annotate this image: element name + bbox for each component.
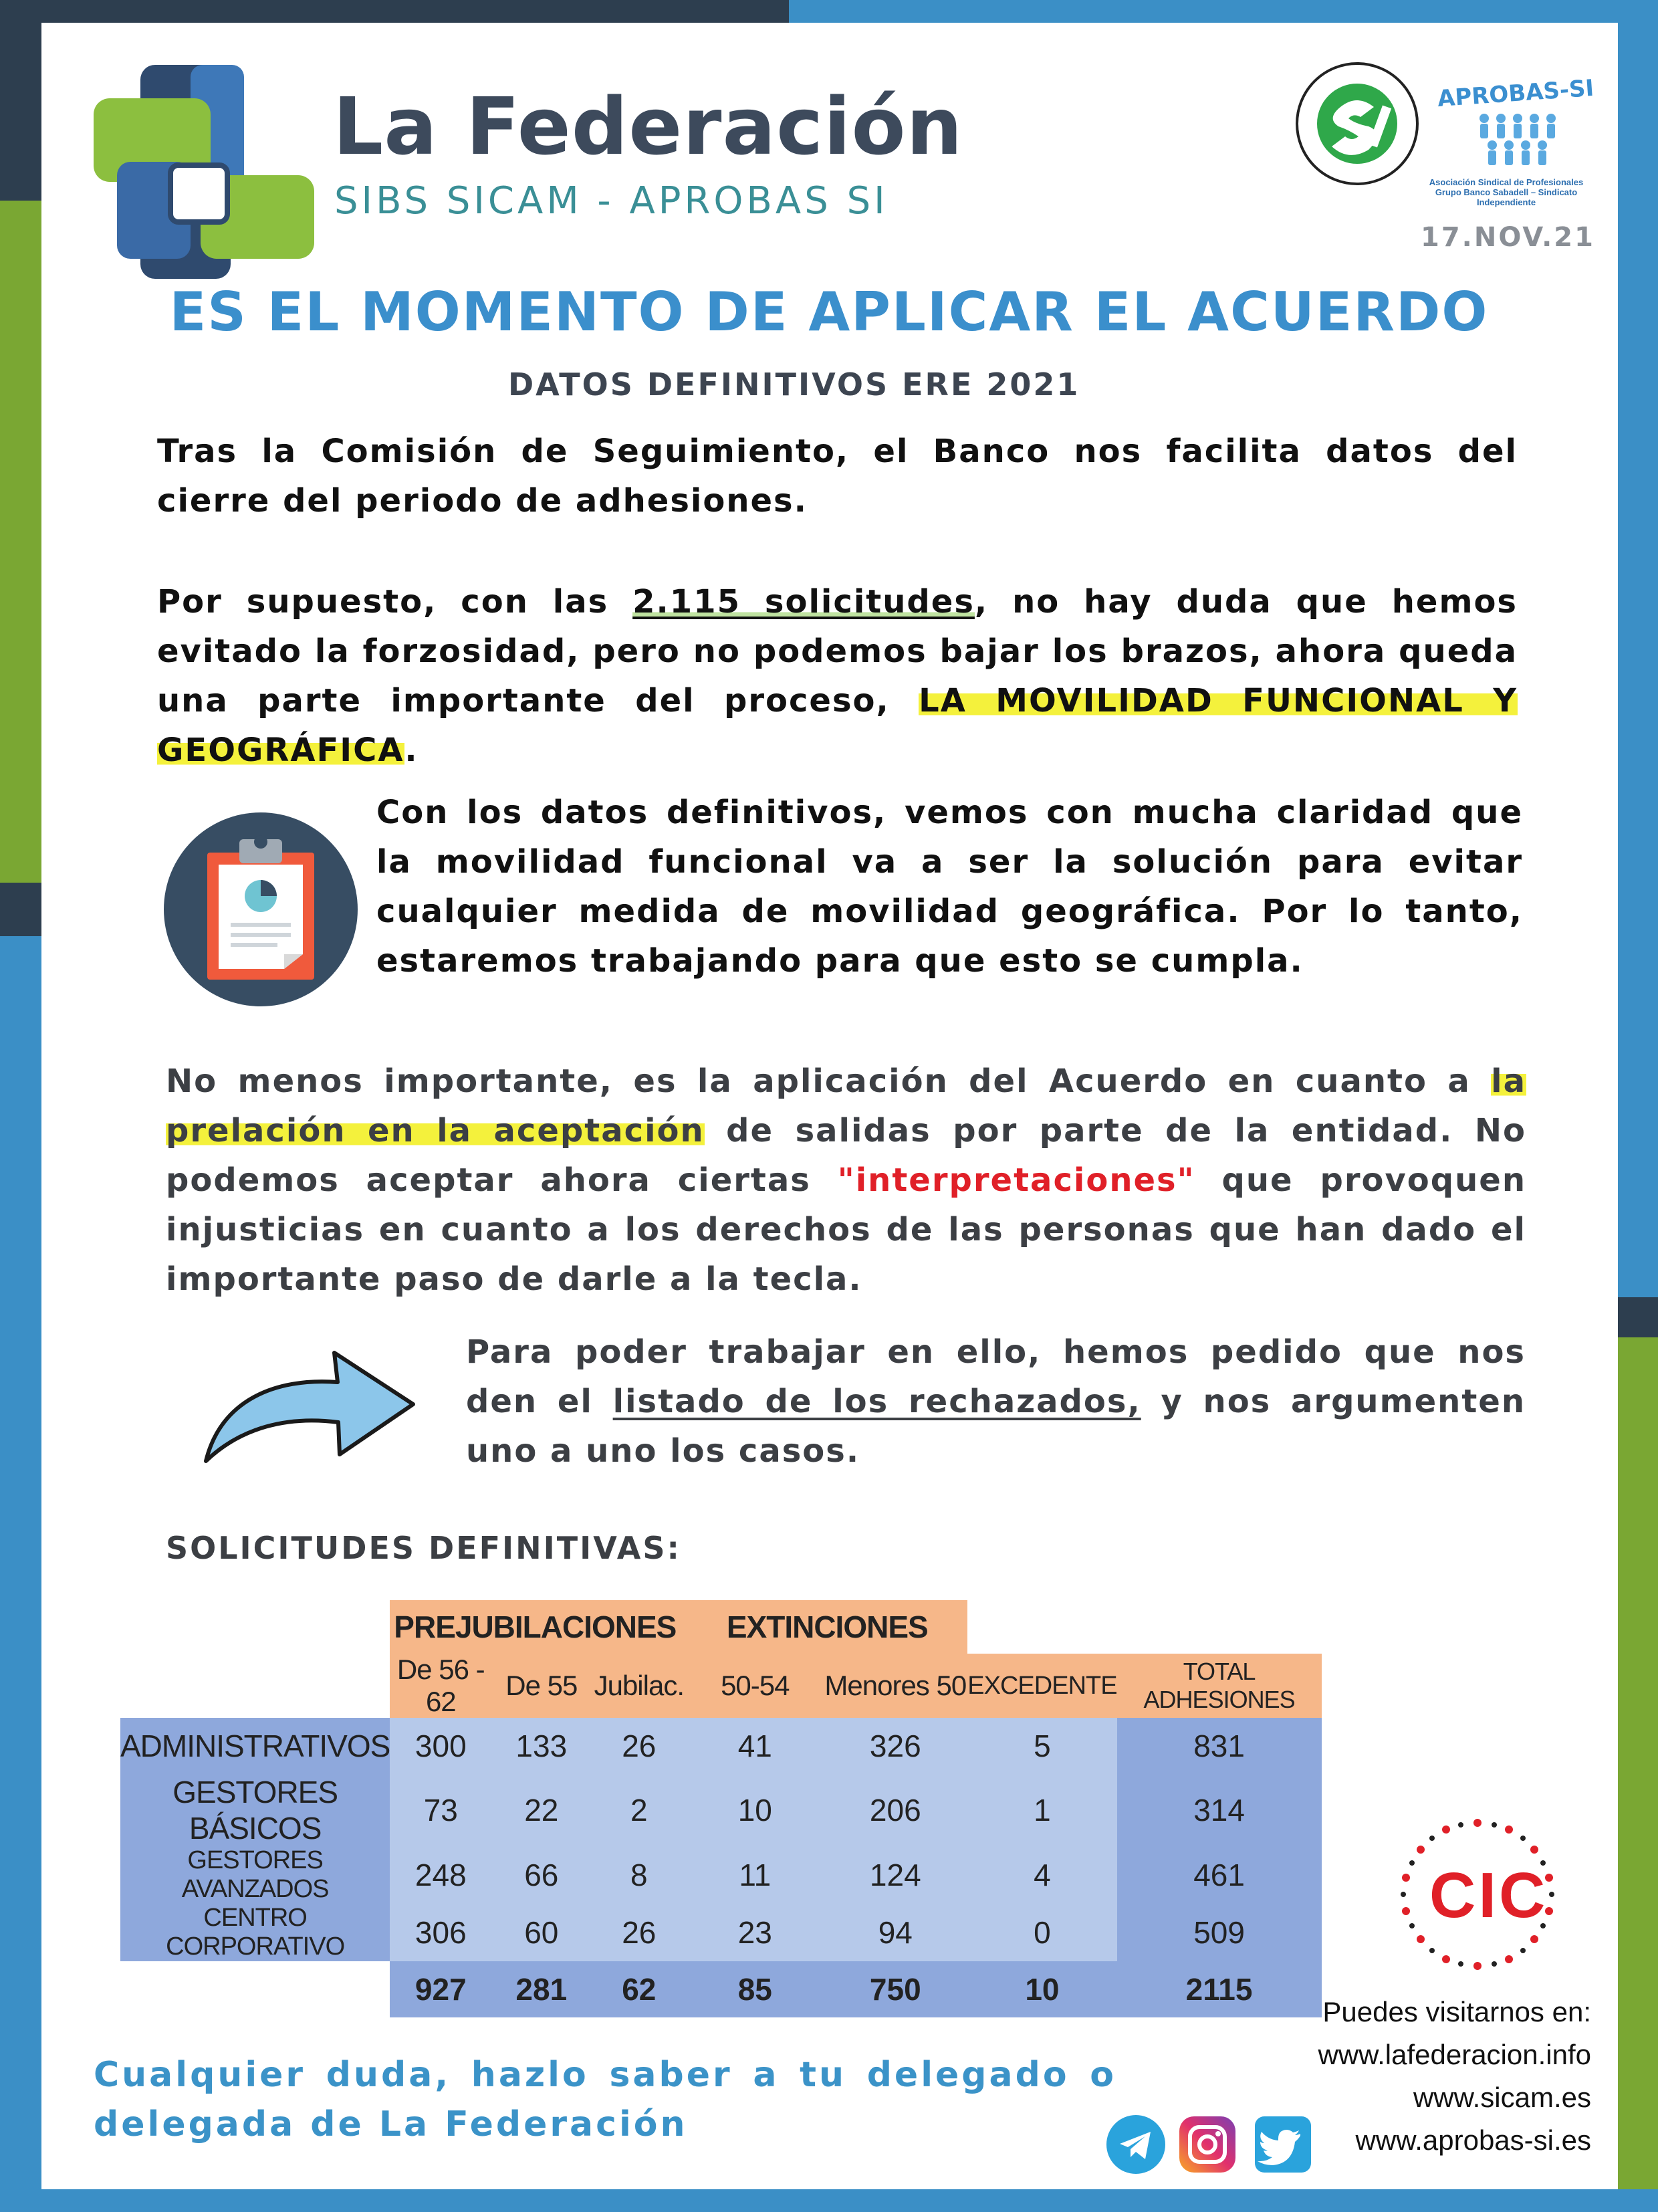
frame-left-dark-mid xyxy=(0,883,41,936)
table-total-cell: 831 xyxy=(1117,1718,1322,1774)
frame-right-green xyxy=(1618,1337,1658,2212)
table-cell: 133 xyxy=(491,1718,591,1774)
table-cell: 26 xyxy=(591,1904,687,1961)
column-header: De 55 xyxy=(491,1654,591,1718)
table-cell: 22 xyxy=(491,1774,591,1846)
table-total-cell: 509 xyxy=(1117,1904,1322,1961)
table-cell: 8 xyxy=(591,1846,687,1904)
table-totals-row xyxy=(120,1961,1322,2017)
p4-text: que provoquen injusticias en cuanto a los derechos de las personas que han dado el importante paso de darle a la tecla. xyxy=(166,1162,1527,1298)
table-cell: 0 xyxy=(967,1904,1116,1961)
telegram-icon[interactable] xyxy=(1106,2115,1165,2174)
row-label: CENTRO CORPORATIVO xyxy=(120,1904,390,1961)
table-total-cell: 85 xyxy=(687,1961,823,2017)
table-cell: 26 xyxy=(591,1718,687,1774)
column-header: De 56 - 62 xyxy=(390,1654,491,1718)
table-total-cell: 927 xyxy=(390,1961,491,2017)
aprobas-caption xyxy=(1423,177,1590,207)
table-cell: 2 xyxy=(591,1774,687,1846)
table-column-header-row xyxy=(120,1654,1322,1718)
visit-label: Puedes visitarnos en: xyxy=(1322,1996,1591,2027)
empty-cell xyxy=(120,1600,390,1654)
link-sicam[interactable]: www.sicam.es xyxy=(1413,2082,1591,2113)
prelacion-highlight: la prelación en la aceptación xyxy=(166,1063,1526,1149)
p4-text: No menos importante, es la aplicación del Acuerdo en cuanto a xyxy=(166,1063,1492,1100)
table-row xyxy=(120,1846,1322,1904)
table-total-cell: 281 xyxy=(491,1961,591,2017)
table-cell: 4 xyxy=(967,1846,1116,1904)
group-header-prejubilaciones: PREJUBILACIONES xyxy=(390,1600,687,1654)
table-total-cell: 2115 xyxy=(1117,1961,1322,2017)
row-label: GESTORES AVANZADOS xyxy=(120,1846,390,1904)
logo-subtitle: SIBS SICAM - APROBAS SI xyxy=(334,179,889,223)
column-header: Menores 50 xyxy=(823,1654,967,1718)
clipboard-chart-icon xyxy=(164,812,358,1006)
twitter-icon[interactable] xyxy=(1254,2115,1312,2174)
paragraph-rechazados xyxy=(466,1327,1526,1476)
instagram-icon[interactable] xyxy=(1178,2115,1237,2174)
table-cell: 206 xyxy=(823,1774,967,1846)
row-label: GESTORES BÁSICOS xyxy=(120,1774,390,1846)
table-cell: 23 xyxy=(687,1904,823,1961)
p2-text: Por supuesto, con las xyxy=(157,583,633,621)
table-cell: 5 xyxy=(967,1718,1116,1774)
aprobas-people-icon xyxy=(1471,110,1571,171)
aprobas-logo-title: APROBAS-SI xyxy=(1436,74,1595,113)
subheadline: DATOS DEFINITIVOS ERE 2021 xyxy=(508,366,1080,403)
frame-top-blue xyxy=(789,0,1658,23)
logo-title: La Federación xyxy=(333,80,963,173)
p2-text: . xyxy=(404,732,419,769)
table-row xyxy=(120,1904,1322,1961)
table-total-cell: 461 xyxy=(1117,1846,1322,1904)
frame-top-dark xyxy=(0,0,789,23)
table-row xyxy=(120,1718,1322,1774)
movilidad-highlight: LA MOVILIDAD FUNCIONAL Y GEOGRÁFICA xyxy=(157,682,1518,769)
table-total-cell: 314 xyxy=(1117,1774,1322,1846)
empty-cell xyxy=(1117,1600,1322,1654)
aprobas-caption-line: Grupo Banco Sabadell – Sindicato xyxy=(1435,187,1578,197)
interpretaciones-red: "interpretaciones" xyxy=(837,1162,1195,1199)
table-cell: 94 xyxy=(823,1904,967,1961)
table-row xyxy=(120,1774,1322,1846)
column-header: 50-54 xyxy=(687,1654,823,1718)
table-group-header-row xyxy=(120,1600,1322,1654)
frame-left-dark-top xyxy=(0,0,41,201)
aprobas-caption-line: Independiente xyxy=(1476,197,1536,207)
empty-cell xyxy=(967,1600,1116,1654)
paragraph-intro: Tras la Comisión de Seguimiento, el Banco nos facilita datos del cierre del periodo de adhesiones. xyxy=(157,433,1518,520)
table-cell: 326 xyxy=(823,1718,967,1774)
empty-cell xyxy=(120,1654,390,1718)
table-cell: 300 xyxy=(390,1718,491,1774)
column-header: EXCEDENTE xyxy=(967,1654,1116,1718)
p5-text: y nos argumenten uno a uno los casos. xyxy=(466,1383,1526,1470)
frame-right-blue xyxy=(1618,0,1658,1297)
sicam-seal-icon xyxy=(1294,60,1421,187)
frame-left-blue xyxy=(0,936,41,2212)
footer-note: Cualquier duda, hazlo saber a tu delegado o delegada de La Federación xyxy=(94,2055,1116,2144)
table-cell: 11 xyxy=(687,1846,823,1904)
frame-bottom xyxy=(0,2189,1658,2212)
federacion-logo-mark-icon xyxy=(90,62,318,282)
row-label: ADMINISTRATIVOS xyxy=(120,1718,390,1774)
table-total-cell: 62 xyxy=(591,1961,687,2017)
paragraph-datos-definitivos: Con los datos definitivos, vemos con mucha claridad que la movilidad funcional va a ser la solución para evitar cualquier medida de movilidad geográfica. Por lo tanto, estaremos trabajando para que esto se cumpla. xyxy=(376,794,1523,980)
table-cell: 1 xyxy=(967,1774,1116,1846)
group-header-extinciones: EXTINCIONES xyxy=(687,1600,967,1654)
column-header: Jubilac. xyxy=(591,1654,687,1718)
table-cell: 10 xyxy=(687,1774,823,1846)
empty-cell xyxy=(120,1961,390,2017)
p4-text: de salidas por parte de la entidad. No podemos aceptar ahora ciertas xyxy=(166,1112,1526,1199)
table-cell: 248 xyxy=(390,1846,491,1904)
link-lafederacion[interactable]: www.lafederacion.info xyxy=(1318,2039,1591,2070)
table-cell: 66 xyxy=(491,1846,591,1904)
frame-right-dark xyxy=(1618,1297,1658,1337)
paragraph-prelacion xyxy=(166,1057,1526,1304)
table-cell: 306 xyxy=(390,1904,491,1961)
rechazados-link-text: listado de los rechazados, xyxy=(612,1383,1141,1420)
table-cell: 73 xyxy=(390,1774,491,1846)
p5-text: Para poder trabajar en ello, hemos pedido que nos den el xyxy=(466,1333,1526,1420)
table-cell: 124 xyxy=(823,1846,967,1904)
solicitudes-table xyxy=(120,1600,1322,2017)
table-total-cell: 10 xyxy=(967,1961,1116,2017)
table-cell: 60 xyxy=(491,1904,591,1961)
publication-date: 17.NOV.21 xyxy=(1421,222,1595,253)
cic-logo-text: CIC xyxy=(1429,1860,1548,1931)
solicitudes-label: SOLICITUDES DEFINITIVAS: xyxy=(166,1530,681,1566)
link-aprobas[interactable]: www.aprobas-si.es xyxy=(1355,2124,1591,2156)
paragraph-solicitudes xyxy=(157,577,1518,775)
curved-arrow-icon xyxy=(201,1341,421,1468)
table-cell: 41 xyxy=(687,1718,823,1774)
table-total-cell: 750 xyxy=(823,1961,967,2017)
visit-block-last xyxy=(1297,2119,1591,2162)
solicitudes-count: 2.115 solicitudes xyxy=(632,583,975,621)
aprobas-caption-line: Asociación Sindical de Profesionales xyxy=(1429,177,1584,187)
headline: ES EL MOMENTO DE APLICAR EL ACUERDO xyxy=(169,281,1489,343)
column-header: TOTAL ADHESIONES xyxy=(1117,1654,1322,1718)
p2-text: , no hay duda que hemos evitado la forzosidad, pero no podemos bajar los brazos, ahora queda una parte importante del proceso, xyxy=(157,583,1518,720)
